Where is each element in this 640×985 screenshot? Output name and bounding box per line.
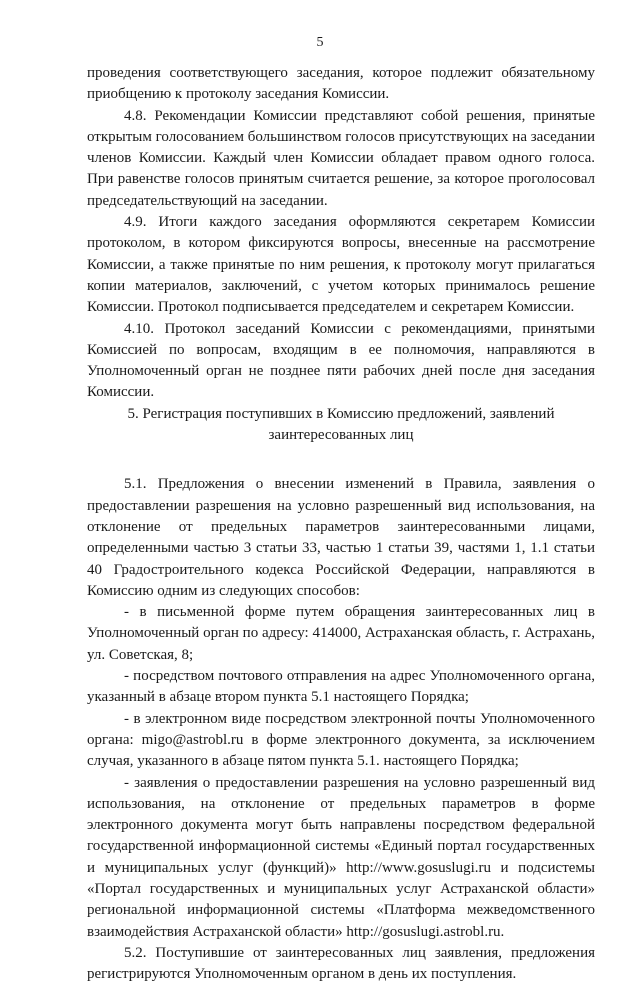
paragraph-4-8: 4.8. Рекомендации Комиссии представляют собой решения, принятые открытым голосованием большинством голосов присутствующих на заседании членов Комиссии. Каждый член Комиссии обладает правом одного голоса. При равенстве голосов принятым считается решение, за которое проголосовал председательствующий на заседании. [87, 107, 595, 209]
paragraph-4-9: 4.9. Итоги каждого заседания оформляются секретарем Комиссии протоколом, в котором фиксируются вопросы, внесенные на рассмотрение Комиссии, а также принятые по ним решения, к протоколу могут прилагаться копии материалов, заключений, с учетом которых принималось решение Комиссии. Протокол подписывается председателем и секретарем Комиссии. [87, 214, 595, 316]
page-content [87, 63, 595, 985]
list-item: - в электронном виде посредством электронной почты Уполномоченного органа: migo@astrobl.ru в форме электронного документа, за исключением случая, указанного в абзаце пятом пункта 5.1. настоящего Порядка; [87, 710, 595, 770]
list-item: - посредством почтового отправления на адрес Уполномоченного органа, указанный в абзаце втором пункта 5.1 настоящего Порядка; [87, 668, 595, 706]
page-number: 5 [316, 35, 324, 50]
paragraph-5-1: 5.1. Предложения о внесении изменений в Правила, заявления о предоставлении разрешения на условно разрешенный вид использования, на отклонение от предельных параметров заинтересованными лицами, определенными частью 3 статьи 33, частью 1 статьи 39, частями 1, 1.1 статьи 40 Градостроительного кодекса Российской Федерации, направляются в Комиссию одним из следующих способов: [87, 476, 595, 599]
list-item: - заявления о предоставлении разрешения на условно разрешенный вид использования, на отклонение от предельных параметров в форме электронного документа могут быть направлены посредством федеральной государственной информационной системы «Единый портал государственных и муниципальных услуг (функций)» http://www.gosuslugi.ru и подсистемы «Портал государственных и муниципальных услуг Астраханской области» региональной информационной системы «Платформа межведомственного взаимодействия Астраханской области» http://gosuslugi.astrobl.ru. [87, 774, 595, 940]
section-heading: 5. Регистрация поступивших в Комиссию предложений, заявлений заинтересованных лиц [127, 405, 555, 444]
paragraph-5-2: 5.2. Поступившие от заинтересованных лиц заявления, предложения регистрируются Уполномоченным органом в день их поступления. [87, 944, 595, 983]
paragraph-4-10: 4.10. Протокол заседаний Комиссии с рекомендациями, принятыми Комиссией по вопросам, входящим в ее полномочия, направляются в Уполномоченный орган не позднее пяти рабочих дней после дня заседания Комиссии. [87, 320, 595, 401]
list-item: - в письменной форме путем обращения заинтересованных лиц в Уполномоченный орган по адресу: 414000, Астраханская область, г. Астрахань, ул. Советская, 8; [87, 604, 595, 663]
paragraph-continuation: проведения соответствующего заседания, которое подлежит обязательному приобщению к протоколу заседания Комиссии. [87, 65, 595, 103]
